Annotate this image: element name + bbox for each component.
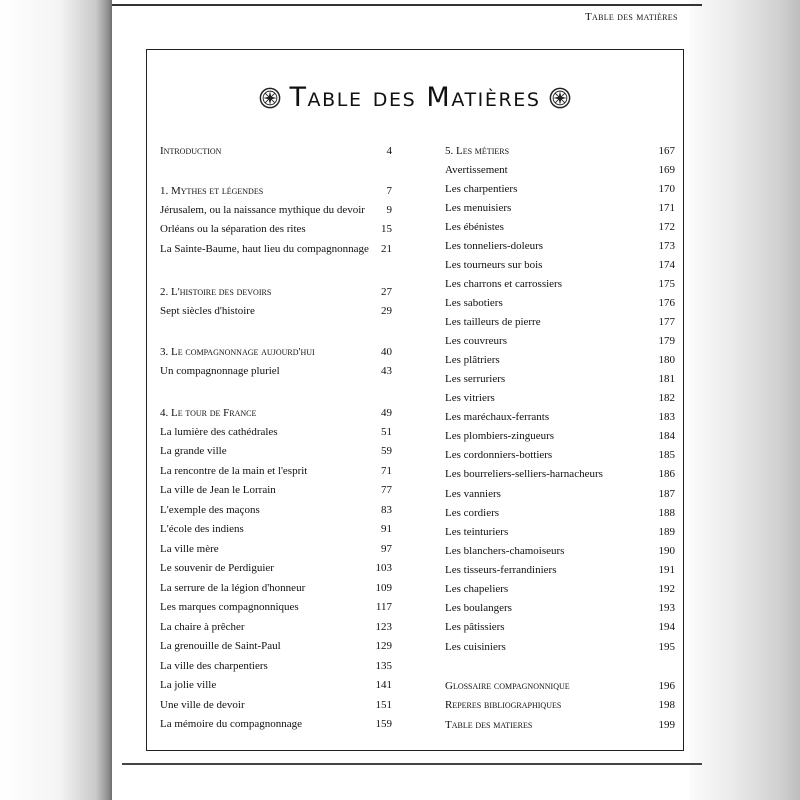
toc-entry[interactable] bbox=[160, 305, 392, 320]
toc-entry-label: Glossaire compagnonnique bbox=[445, 680, 570, 692]
toc-entry[interactable] bbox=[160, 621, 392, 636]
toc-entry-page: 170 bbox=[658, 183, 675, 195]
toc-entry[interactable] bbox=[445, 335, 675, 350]
toc-entry-page: 191 bbox=[658, 564, 675, 576]
toc-entry[interactable] bbox=[445, 545, 675, 560]
toc-entry-label: 3. Le compagnonnage aujourd'hui bbox=[160, 346, 315, 358]
toc-entry-page: 151 bbox=[375, 699, 392, 711]
toc-entry-page: 27 bbox=[381, 286, 392, 298]
toc-entry-label: La ville des charpentiers bbox=[160, 660, 268, 672]
toc-entry-label: Le souvenir de Perdiguier bbox=[160, 562, 274, 574]
toc-entry-page: 109 bbox=[375, 582, 392, 594]
toc-entry-label: Les charpentiers bbox=[445, 183, 518, 195]
toc-entry-page: 15 bbox=[381, 223, 392, 235]
toc-entry-label: Les boulangers bbox=[445, 602, 512, 614]
toc-entry-label: Les plombiers-zingueurs bbox=[445, 430, 555, 442]
toc-entry-label: L'école des indiens bbox=[160, 523, 244, 535]
toc-entry-label: Un compagnonnage pluriel bbox=[160, 365, 280, 377]
toc-entry-label: Les charrons et carrossiers bbox=[445, 278, 562, 290]
toc-entry-page: 97 bbox=[381, 543, 392, 555]
toc-entry[interactable] bbox=[160, 640, 392, 655]
toc-entry-label: Les plâtriers bbox=[445, 354, 500, 366]
toc-entry[interactable] bbox=[445, 699, 675, 714]
toc-entry[interactable] bbox=[445, 392, 675, 407]
toc-entry-label: Les tourneurs sur bois bbox=[445, 259, 543, 271]
toc-entry-page: 173 bbox=[658, 240, 675, 252]
toc-entry-page: 172 bbox=[658, 221, 675, 233]
toc-entry-page: 171 bbox=[658, 202, 675, 214]
toc-entry-label: Les tailleurs de pierre bbox=[445, 316, 541, 328]
toc-entry[interactable] bbox=[160, 679, 392, 694]
toc-entry-label: La mémoire du compagnonnage bbox=[160, 718, 303, 730]
toc-entry-label: 1. Mythes et légendes bbox=[160, 185, 264, 197]
toc-entry[interactable] bbox=[160, 484, 392, 499]
ornament-left-icon bbox=[259, 87, 281, 109]
toc-entry-page: 186 bbox=[658, 468, 675, 480]
toc-entry-page: 180 bbox=[658, 354, 675, 366]
toc-entry-label: Table des matieres bbox=[445, 719, 533, 731]
toc-entry-label: Les blanchers-chamoiseurs bbox=[445, 545, 565, 557]
toc-entry-label: Les bourreliers-selliers-harnacheurs bbox=[445, 468, 603, 480]
toc-entry-label: Sept siècles d'histoire bbox=[160, 305, 255, 317]
toc-entry[interactable] bbox=[160, 204, 392, 219]
toc-entry-page: 59 bbox=[381, 445, 392, 457]
toc-entry[interactable] bbox=[445, 526, 675, 541]
toc-entry-page: 43 bbox=[381, 365, 392, 377]
toc-entry[interactable] bbox=[160, 504, 392, 519]
toc-entry[interactable] bbox=[160, 562, 392, 577]
toc-entry-label: Les serruriers bbox=[445, 373, 506, 385]
toc-entry-label: Les sabotiers bbox=[445, 297, 503, 309]
toc-entry-label: Les vanniers bbox=[445, 488, 501, 500]
toc-entry[interactable] bbox=[160, 426, 392, 441]
toc-entry[interactable] bbox=[445, 468, 675, 483]
toc-entry-page: 193 bbox=[658, 602, 675, 614]
toc-entry-label: Jérusalem, ou la naissance mythique du devoir bbox=[160, 204, 365, 216]
toc-entry-label: La Sainte-Baume, haut lieu du compagnonnage bbox=[160, 243, 369, 255]
toc-entry-label: Les cuisiniers bbox=[445, 641, 506, 653]
toc-entry-page: 169 bbox=[658, 164, 675, 176]
toc-entry[interactable] bbox=[160, 660, 392, 675]
toc-entry-page: 135 bbox=[375, 660, 392, 672]
toc-entry-page: 175 bbox=[658, 278, 675, 290]
toc-entry[interactable] bbox=[160, 145, 392, 160]
toc-entry-page: 188 bbox=[658, 507, 675, 519]
toc-entry-page: 77 bbox=[381, 484, 392, 496]
toc-entry-page: 159 bbox=[375, 718, 392, 730]
toc-entry[interactable] bbox=[445, 316, 675, 331]
toc-entry[interactable] bbox=[445, 507, 675, 522]
toc-entry-page: 129 bbox=[375, 640, 392, 652]
toc-entry-page: 182 bbox=[658, 392, 675, 404]
toc-entry-page: 49 bbox=[381, 407, 392, 419]
toc-entry-page: 199 bbox=[658, 719, 675, 731]
toc-entry-label: La ville de Jean le Lorrain bbox=[160, 484, 276, 496]
toc-entry-label: Les cordiers bbox=[445, 507, 500, 519]
toc-entry[interactable] bbox=[160, 407, 392, 422]
toc-entry-label: L'exemple des maçons bbox=[160, 504, 260, 516]
toc-entry[interactable] bbox=[445, 488, 675, 503]
toc-entry-label: Les cordonniers-bottiers bbox=[445, 449, 553, 461]
toc-entry-page: 141 bbox=[375, 679, 392, 691]
toc-entry-page: 9 bbox=[386, 204, 392, 216]
toc-entry[interactable] bbox=[160, 699, 392, 714]
toc-entry[interactable] bbox=[445, 240, 675, 255]
toc-entry-page: 71 bbox=[381, 465, 392, 477]
toc-entry-label: Avertissement bbox=[445, 164, 508, 176]
toc-entry-label: 2. L'histoire des devoirs bbox=[160, 286, 272, 298]
toc-entry-label: La lumière des cathédrales bbox=[160, 426, 278, 438]
toc-entry-page: 195 bbox=[658, 641, 675, 653]
toc-entry-page: 189 bbox=[658, 526, 675, 538]
toc-entry[interactable] bbox=[445, 719, 675, 734]
toc-entry-page: 181 bbox=[658, 373, 675, 385]
toc-entry-page: 123 bbox=[375, 621, 392, 633]
bottom-rule bbox=[122, 763, 702, 765]
header-rule bbox=[112, 4, 702, 6]
toc-entry-label: Les menuisiers bbox=[445, 202, 512, 214]
toc-entry-label: La serrure de la légion d'honneur bbox=[160, 582, 306, 594]
toc-entry[interactable] bbox=[160, 582, 392, 597]
toc-entry[interactable] bbox=[445, 641, 675, 656]
ornament-right-icon bbox=[549, 87, 571, 109]
toc-entry-page: 194 bbox=[658, 621, 675, 633]
toc-entry[interactable] bbox=[445, 354, 675, 369]
toc-entry-page: 185 bbox=[658, 449, 675, 461]
toc-entry[interactable] bbox=[445, 430, 675, 445]
toc-entry-label: Les marques compagnonniques bbox=[160, 601, 299, 613]
toc-entry[interactable] bbox=[160, 465, 392, 480]
toc-entry[interactable] bbox=[445, 202, 675, 217]
toc-entry[interactable] bbox=[160, 601, 392, 616]
toc-entry-label: La rencontre de la main et l'esprit bbox=[160, 465, 308, 477]
toc-entry-label: Les vitriers bbox=[445, 392, 495, 404]
toc-entry[interactable] bbox=[160, 243, 392, 258]
toc-entry-page: 117 bbox=[375, 601, 392, 613]
toc-entry-label: Les tonneliers-doleurs bbox=[445, 240, 544, 252]
toc-entry[interactable] bbox=[445, 164, 675, 179]
toc-entry-page: 187 bbox=[658, 488, 675, 500]
toc-entry-label: Les ébénistes bbox=[445, 221, 504, 233]
toc-entry-label: La grande ville bbox=[160, 445, 227, 457]
toc-entry-page: 176 bbox=[658, 297, 675, 309]
toc-entry[interactable] bbox=[445, 602, 675, 617]
toc-entry[interactable] bbox=[445, 278, 675, 293]
toc-entry-page: 7 bbox=[386, 185, 392, 197]
toc-entry-label: Les tisseurs-ferrandiniers bbox=[445, 564, 557, 576]
toc-entry-page: 21 bbox=[381, 243, 392, 255]
toc-entry[interactable] bbox=[160, 718, 392, 733]
toc-entry-label: Les maréchaux-ferrants bbox=[445, 411, 550, 423]
book-page-edge bbox=[690, 0, 800, 800]
toc-entry-label: 4. Le tour de France bbox=[160, 407, 257, 419]
toc-entry[interactable] bbox=[445, 621, 675, 636]
toc-entry[interactable] bbox=[160, 445, 392, 460]
toc-entry[interactable] bbox=[445, 564, 675, 579]
toc-entry-page: 91 bbox=[381, 523, 392, 535]
toc-entry-label: La ville mère bbox=[160, 543, 219, 555]
toc-entry-label: La chaire à prêcher bbox=[160, 621, 245, 633]
toc-entry[interactable] bbox=[445, 145, 675, 160]
toc-entry-page: 174 bbox=[658, 259, 675, 271]
toc-entry[interactable] bbox=[160, 365, 392, 380]
toc-entry-page: 179 bbox=[658, 335, 675, 347]
toc-entry[interactable] bbox=[445, 373, 675, 388]
toc-entry-label: 5. Les métiers bbox=[445, 145, 510, 157]
toc-entry[interactable] bbox=[160, 346, 392, 361]
title-text: Table des Matières bbox=[289, 82, 541, 113]
toc-entry-page: 192 bbox=[658, 583, 675, 595]
toc-entry[interactable] bbox=[445, 680, 675, 695]
toc-entry-page: 190 bbox=[658, 545, 675, 557]
toc-entry[interactable] bbox=[445, 449, 675, 464]
toc-entry-page: 51 bbox=[381, 426, 392, 438]
toc-entry-page: 167 bbox=[658, 145, 675, 157]
running-head: Table des matières bbox=[585, 11, 678, 23]
toc-entry-page: 184 bbox=[658, 430, 675, 442]
page-title bbox=[146, 82, 684, 113]
toc-entry[interactable] bbox=[445, 583, 675, 598]
toc-entry[interactable] bbox=[160, 286, 392, 301]
toc-entry-page: 40 bbox=[381, 346, 392, 358]
toc-entry[interactable] bbox=[445, 221, 675, 236]
toc-entry-label: La grenouille de Saint-Paul bbox=[160, 640, 281, 652]
toc-entry-label: Une ville de devoir bbox=[160, 699, 245, 711]
toc-entry-page: 83 bbox=[381, 504, 392, 516]
toc-entry-page: 177 bbox=[658, 316, 675, 328]
toc-entry[interactable] bbox=[445, 183, 675, 198]
toc-entry[interactable] bbox=[160, 223, 392, 238]
toc-entry-page: 29 bbox=[381, 305, 392, 317]
toc-entry-label: Les chapeliers bbox=[445, 583, 509, 595]
toc-entry-page: 196 bbox=[658, 680, 675, 692]
toc-entry[interactable] bbox=[160, 523, 392, 538]
toc-entry[interactable] bbox=[445, 297, 675, 312]
toc-entry-label: Reperes bibliographiques bbox=[445, 699, 562, 711]
toc-entry-label: Les pâtissiers bbox=[445, 621, 505, 633]
toc-entry-page: 4 bbox=[386, 145, 392, 157]
toc-entry-page: 103 bbox=[375, 562, 392, 574]
toc-entry[interactable] bbox=[445, 259, 675, 274]
toc-entry-label: La jolie ville bbox=[160, 679, 217, 691]
toc-entry[interactable] bbox=[445, 411, 675, 426]
book-gutter-shadow bbox=[0, 0, 112, 800]
toc-entry-label: Introduction bbox=[160, 145, 222, 157]
toc-entry-label: Orléans ou la séparation des rites bbox=[160, 223, 306, 235]
toc-entry-page: 183 bbox=[658, 411, 675, 423]
toc-entry[interactable] bbox=[160, 543, 392, 558]
toc-entry-label: Les teinturiers bbox=[445, 526, 509, 538]
toc-entry[interactable] bbox=[160, 185, 392, 200]
toc-entry-page: 198 bbox=[658, 699, 675, 711]
toc-entry-label: Les couvreurs bbox=[445, 335, 508, 347]
